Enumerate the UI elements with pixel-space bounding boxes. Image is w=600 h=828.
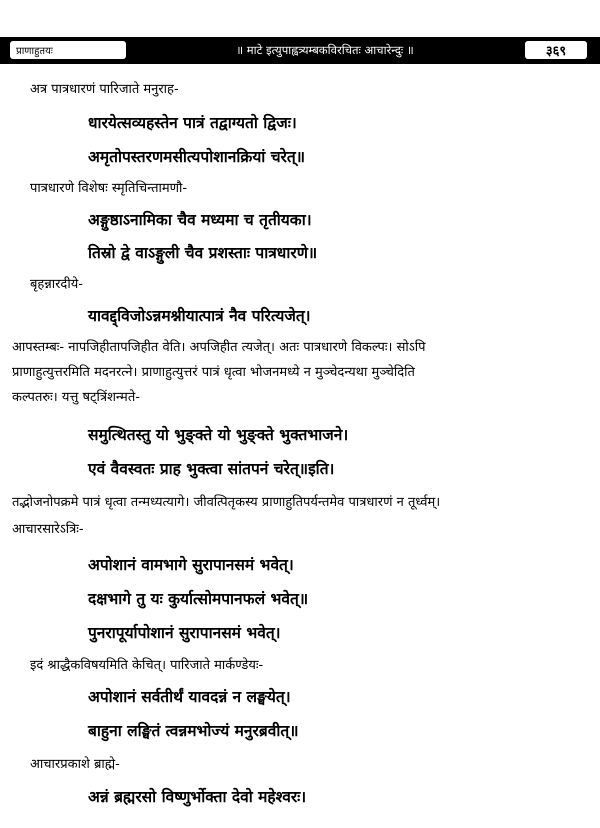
verse-line: समुत्थितस्तु यो भुङ्क्ते यो भुङ्क्ते भुक्तभाजने।: [88, 426, 349, 444]
verse-line: धारयेत्सव्यहस्तेन पात्रं तद्वाग्यतो द्विजः।: [88, 114, 297, 132]
verse-line: बाहुना लङ्घितं त्वन्नमभोज्यं मनुरब्रवीत्॥: [88, 722, 299, 740]
verse-line: पुनरापूर्यापोशानं सुरापानसमं भवेत्।: [88, 624, 281, 642]
prose-line: प्राणाहुत्युत्तरमिति मदनरत्ने। प्राणाहुत्युत्तरं पात्रं धृत्वा भोजनमध्ये न मुञ्चेदन्यथा मुञ्चेदिति: [12, 365, 415, 380]
verse-line: अन्नं ब्रह्मरसो विष्णुर्भोक्ता देवो महेश्वरः।: [88, 788, 307, 806]
verse-line: अमृतोपस्तरणमसीत्यपोशानक्रियां चरेत्॥: [88, 148, 306, 166]
prose-line: पात्रधारणे विशेषः स्मृतिचिन्तामणौ-: [30, 181, 188, 196]
verse-line: तिस्रो द्वे वाऽङ्गुली चैव प्रशस्ताः पात्रधारणे॥: [88, 244, 318, 262]
prose-line: अत्र पात्रधारणं पारिजाते मनुराह-: [30, 82, 179, 97]
prose-justified-line: [12, 366, 590, 379]
prose-justified-line: [12, 341, 590, 354]
section-label: प्राणाहुतयः: [10, 41, 126, 59]
prose-line: आपस्तम्बः- नापजिहीतापजिहीत वेति। अपजिहीत त्यजेत्। अतः पात्रधारणे विकल्पः। सोऽपि: [12, 340, 426, 355]
verse-line: यावद्द्विजोऽन्नमश्नीयात्पात्रं नैव परित्यजेत्।: [88, 307, 311, 325]
verse-line: अपोशानं वामभागे सुरापानसमं भवेत्।: [88, 556, 294, 574]
prose-justified-line: [12, 496, 590, 509]
verse-line: दक्षभागे तु यः कुर्यात्सोमपानफलं भवेत्॥: [88, 590, 309, 608]
running-header: [0, 37, 600, 64]
verse-line: अपोशानं सर्वतीर्थं यावदन्नं न लङ्घयेत्।: [88, 688, 291, 706]
prose-line: आचारप्रकाशे ब्राह्मे-: [30, 757, 120, 772]
prose-line: कल्पतरुः। यत्तु षट्त्रिंशन्मते-: [12, 390, 140, 405]
prose-line: आचारसारेऽत्रिः-: [12, 522, 84, 537]
verse-line: अङ्गुष्ठाऽनामिका चैव मध्यमा च तृतीयका।: [88, 211, 312, 229]
page-number: ३६९: [525, 41, 587, 59]
prose-line: तद्भोजनोपक्रमे पात्रं धृत्वा तन्मध्यत्यागे। जीवत्पितृकस्य प्राणाहुतिपर्यन्तमेव पात्रधारणं न तूर्ध्वम्।: [12, 495, 441, 510]
verse-line: एवं वैवस्वतः प्राह भुक्त्वा सांतपनं चरेत्॥इति।: [88, 460, 335, 478]
prose-line: बृहन्नारदीये-: [30, 277, 83, 292]
prose-line: इदं श्राद्धैकविषयमिति केचित्। पारिजाते मार्कण्डेयः-: [30, 658, 264, 673]
book-title: ॥ माटे इत्युपाह्वत्र्यम्बकविरचितः आचारेन्दुः ॥: [236, 43, 414, 57]
